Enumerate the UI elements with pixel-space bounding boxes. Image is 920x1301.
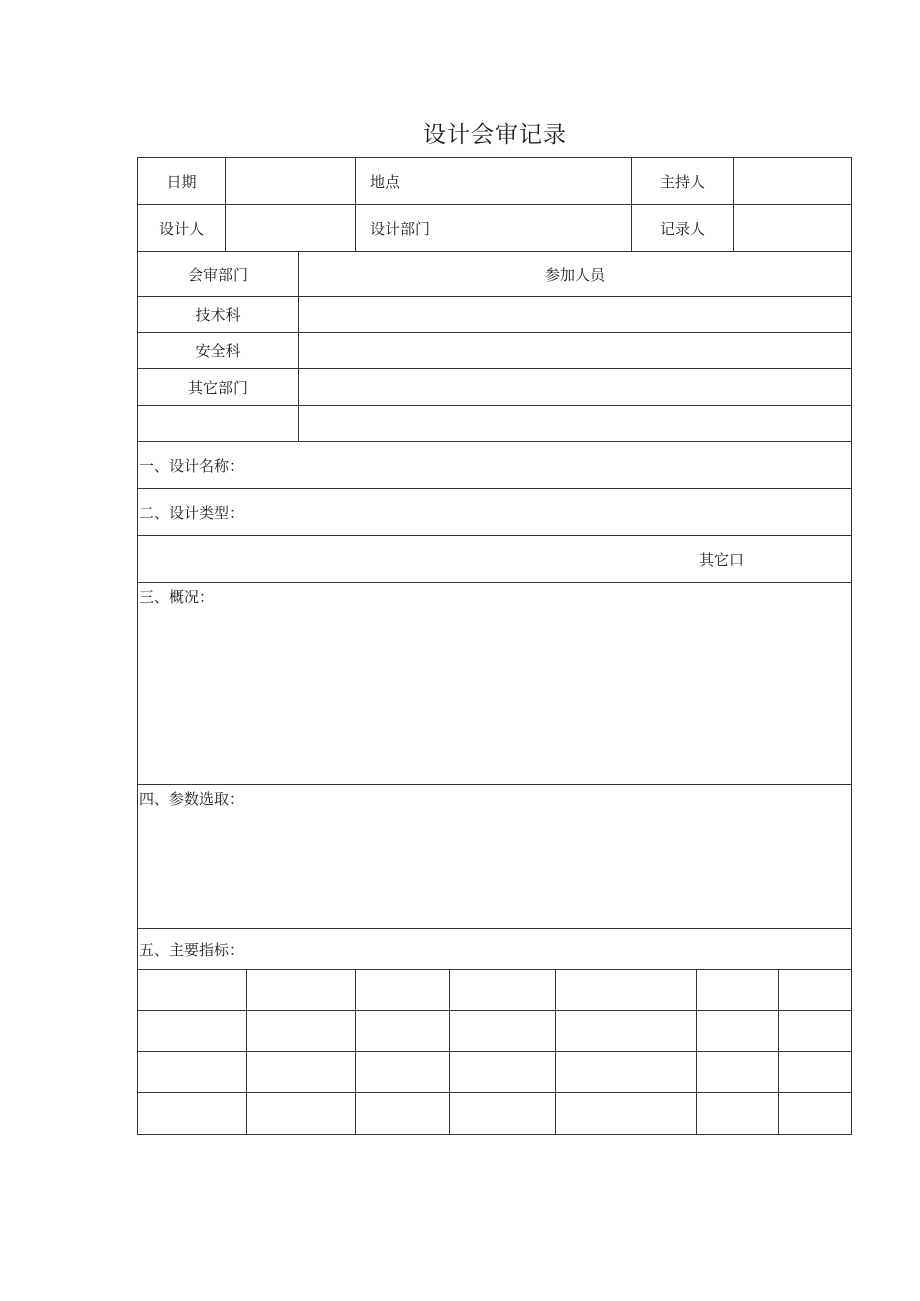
indicator-cell[interactable] — [697, 970, 779, 1011]
location-label: 地点 — [356, 158, 632, 205]
design-sections-table — [137, 441, 852, 970]
indicator-cell[interactable] — [779, 970, 852, 1011]
recorder-value[interactable] — [734, 205, 852, 252]
indicator-cell[interactable] — [138, 1093, 247, 1135]
header-row-1 — [138, 158, 852, 205]
section-design-type-row — [138, 489, 852, 536]
indicator-cell[interactable] — [356, 1011, 450, 1052]
indicator-cell[interactable] — [556, 1052, 697, 1093]
table-row — [138, 1093, 852, 1135]
review-dept-header: 会审部门 — [138, 252, 299, 297]
section-overview-row — [138, 583, 852, 785]
indicator-cell[interactable] — [556, 1093, 697, 1135]
design-type-label[interactable]: 二、设计类型： — [138, 489, 852, 536]
table-row — [138, 297, 852, 333]
indicator-cell[interactable] — [247, 1052, 356, 1093]
indicator-cell[interactable] — [247, 1093, 356, 1135]
indicator-cell[interactable] — [697, 1093, 779, 1135]
indicator-cell[interactable] — [779, 1011, 852, 1052]
table-row — [138, 1052, 852, 1093]
indicator-cell[interactable] — [556, 970, 697, 1011]
design-name-label[interactable]: 一、设计名称： — [138, 442, 852, 489]
table-row — [138, 406, 852, 442]
main-indicators-label: 五、主要指标： — [138, 929, 852, 970]
review-dept-cell: 其它部门 — [138, 369, 299, 406]
indicator-cell[interactable] — [450, 970, 556, 1011]
design-dept-label: 设计部门 — [356, 205, 632, 252]
indicator-cell[interactable] — [138, 1011, 247, 1052]
table-row — [138, 1011, 852, 1052]
date-label: 日期 — [138, 158, 226, 205]
designer-label: 设计人 — [138, 205, 226, 252]
indicator-cell[interactable] — [138, 970, 247, 1011]
indicator-cell[interactable] — [556, 1011, 697, 1052]
attendees-header: 参加人员 — [299, 252, 852, 297]
indicator-cell[interactable] — [450, 1093, 556, 1135]
attendees-cell[interactable] — [299, 406, 852, 442]
indicator-cell[interactable] — [450, 1052, 556, 1093]
host-value[interactable] — [734, 158, 852, 205]
review-departments-table — [137, 251, 852, 442]
attendees-cell[interactable] — [299, 297, 852, 333]
table-row — [138, 369, 852, 406]
header-info-table — [137, 157, 852, 252]
review-dept-cell[interactable] — [138, 406, 299, 442]
document-title: 设计会审记录 — [423, 122, 567, 148]
indicator-cell[interactable] — [247, 970, 356, 1011]
indicator-cell[interactable] — [356, 1093, 450, 1135]
overview-label[interactable]: 三、概况： — [138, 583, 852, 785]
indicator-cell[interactable] — [697, 1052, 779, 1093]
section-parameters-row — [138, 785, 852, 929]
section-design-name-row — [138, 442, 852, 489]
indicator-cell[interactable] — [697, 1011, 779, 1052]
review-header-row — [138, 252, 852, 297]
parameters-label[interactable]: 四、参数选取： — [138, 785, 852, 929]
section-design-type-options-row — [138, 536, 852, 583]
table-row — [138, 333, 852, 369]
indicator-cell[interactable] — [247, 1011, 356, 1052]
indicator-cell[interactable] — [779, 1052, 852, 1093]
indicator-cell[interactable] — [356, 970, 450, 1011]
indicator-cell[interactable] — [779, 1093, 852, 1135]
indicator-cell[interactable] — [138, 1052, 247, 1093]
host-label: 主持人 — [632, 158, 734, 205]
indicator-cell[interactable] — [450, 1011, 556, 1052]
attendees-cell[interactable] — [299, 333, 852, 369]
review-dept-cell: 安全科 — [138, 333, 299, 369]
date-value[interactable] — [226, 158, 356, 205]
review-dept-cell: 技术科 — [138, 297, 299, 333]
recorder-label: 记录人 — [632, 205, 734, 252]
type-other-option[interactable]: 其它口 — [138, 536, 852, 583]
attendees-cell[interactable] — [299, 369, 852, 406]
section-main-indicators-row — [138, 929, 852, 970]
indicators-grid — [137, 969, 852, 1135]
indicator-cell[interactable] — [356, 1052, 450, 1093]
designer-value[interactable] — [226, 205, 356, 252]
table-row — [138, 970, 852, 1011]
header-row-2 — [138, 205, 852, 252]
